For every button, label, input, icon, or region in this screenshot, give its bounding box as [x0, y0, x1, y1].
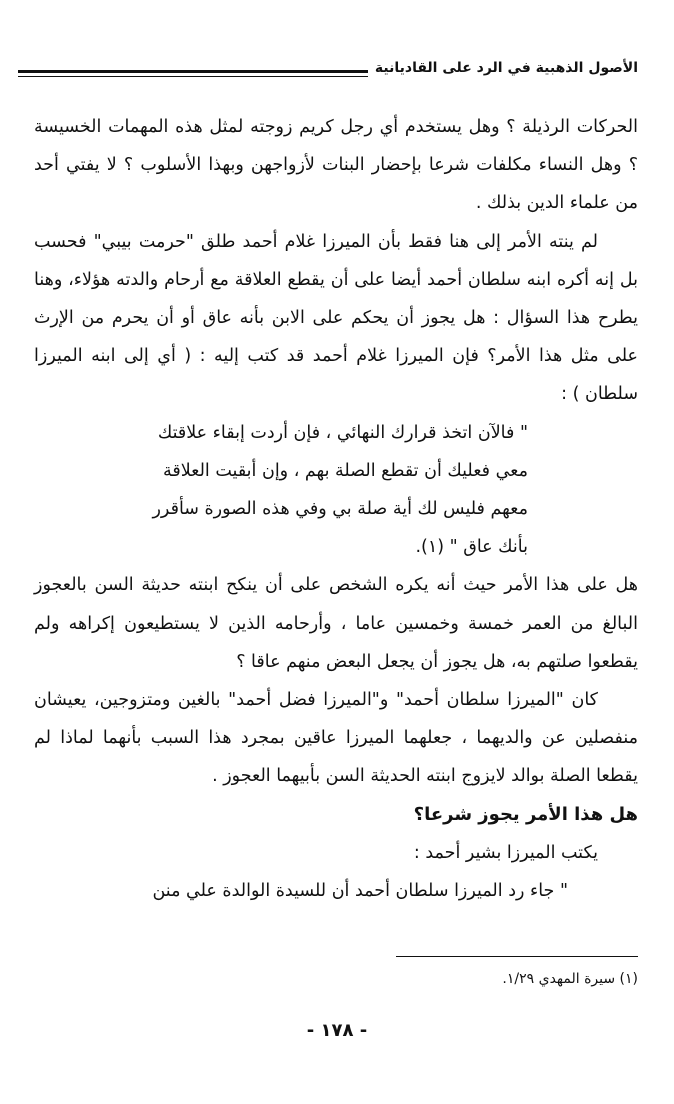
- paragraph-2: لم ينته الأمر إلى هنا فقط بأن الميرزا غلام أحمد طلق "حرمت بيبي" فحسب بل إنه أكره ابنه سلطان أحمد أيضا على أن يقطع العلاقة مع أرحام والدته هؤلاء، وهنا يطرح هذا السؤال : هل يجوز أن يحكم على الابن بأنه عاق أو أن يحرم من الإرث على مثل هذا الأمر؟ فإن الميرزا غلام أحمد قد كتب إليه : ( أي إلى ابنه الميرزا سلطان ) :: [34, 231, 638, 405]
- quote-line-1: " فالآن اتخذ قرارك النهائي ، فإن أردت إبقاء علاقتك: [157, 422, 528, 443]
- header-rule-thin: [18, 76, 368, 77]
- quote-line-2: معي فعليك أن تقطع الصلة بهم ، وإن أبقيت العلاقة: [162, 460, 528, 481]
- book-title: الأصول الذهبية في الرد على القاديانية: [374, 60, 638, 76]
- footnote: (١) سيرة المهدي ١/٢٩.: [502, 971, 638, 987]
- footnote-rule: [396, 956, 638, 957]
- quote-line-4: بأنك عاق " (١).: [415, 537, 528, 558]
- body-text: [34, 108, 638, 910]
- paragraph-4: كان "الميرزا سلطان أحمد" و"الميرزا فضل أحمد" بالغين ومتزوجين، يعيشان منفصلين عن والديهما ، جعلهما الميرزا عاقين بمجرد هذا السبب بأنهما لماذا لم يقطعا الصلة بوالد لايزوج ابنته الحديثة السن بأبيهما العجوز .: [34, 690, 638, 787]
- running-header: [18, 58, 638, 88]
- header-rule-thick: [18, 70, 368, 73]
- paragraph-3: هل على هذا الأمر حيث أنه يكره الشخص على أن ينكح ابنته حديثة السن بالعجوز البالغ من العمر خمسة وخمسين عاما ، وأرحامه الذين لا يستطيعون إكراهه ولم يقطعوا صلتهم به، هل يجوز أن يجعل البعض منهم عاقا ؟: [34, 575, 638, 672]
- paragraph-1: الحركات الرذيلة ؟ وهل يستخدم أي رجل كريم زوجته لمثل هذه المهمات الخسيسة ؟ وهل النساء مكلفات شرعا بإحضار البنات لأزواجهن وبهذا الأسلوب ؟ لا يفتي أحد من علماء الدين بذلك .: [34, 117, 638, 214]
- page-number: - ١٧٨ -: [306, 1020, 368, 1041]
- quote-start-line: " جاء رد الميرزا سلطان أحمد أن للسيدة الوالدة علي منن: [152, 881, 568, 902]
- writer-line: يكتب الميرزا بشير أحمد :: [413, 842, 598, 863]
- section-subheading: هل هذا الأمر يجوز شرعا؟: [413, 803, 638, 825]
- quote-line-3: معهم فليس لك أية صلة بي وفي هذه الصورة سأقرر: [152, 499, 528, 520]
